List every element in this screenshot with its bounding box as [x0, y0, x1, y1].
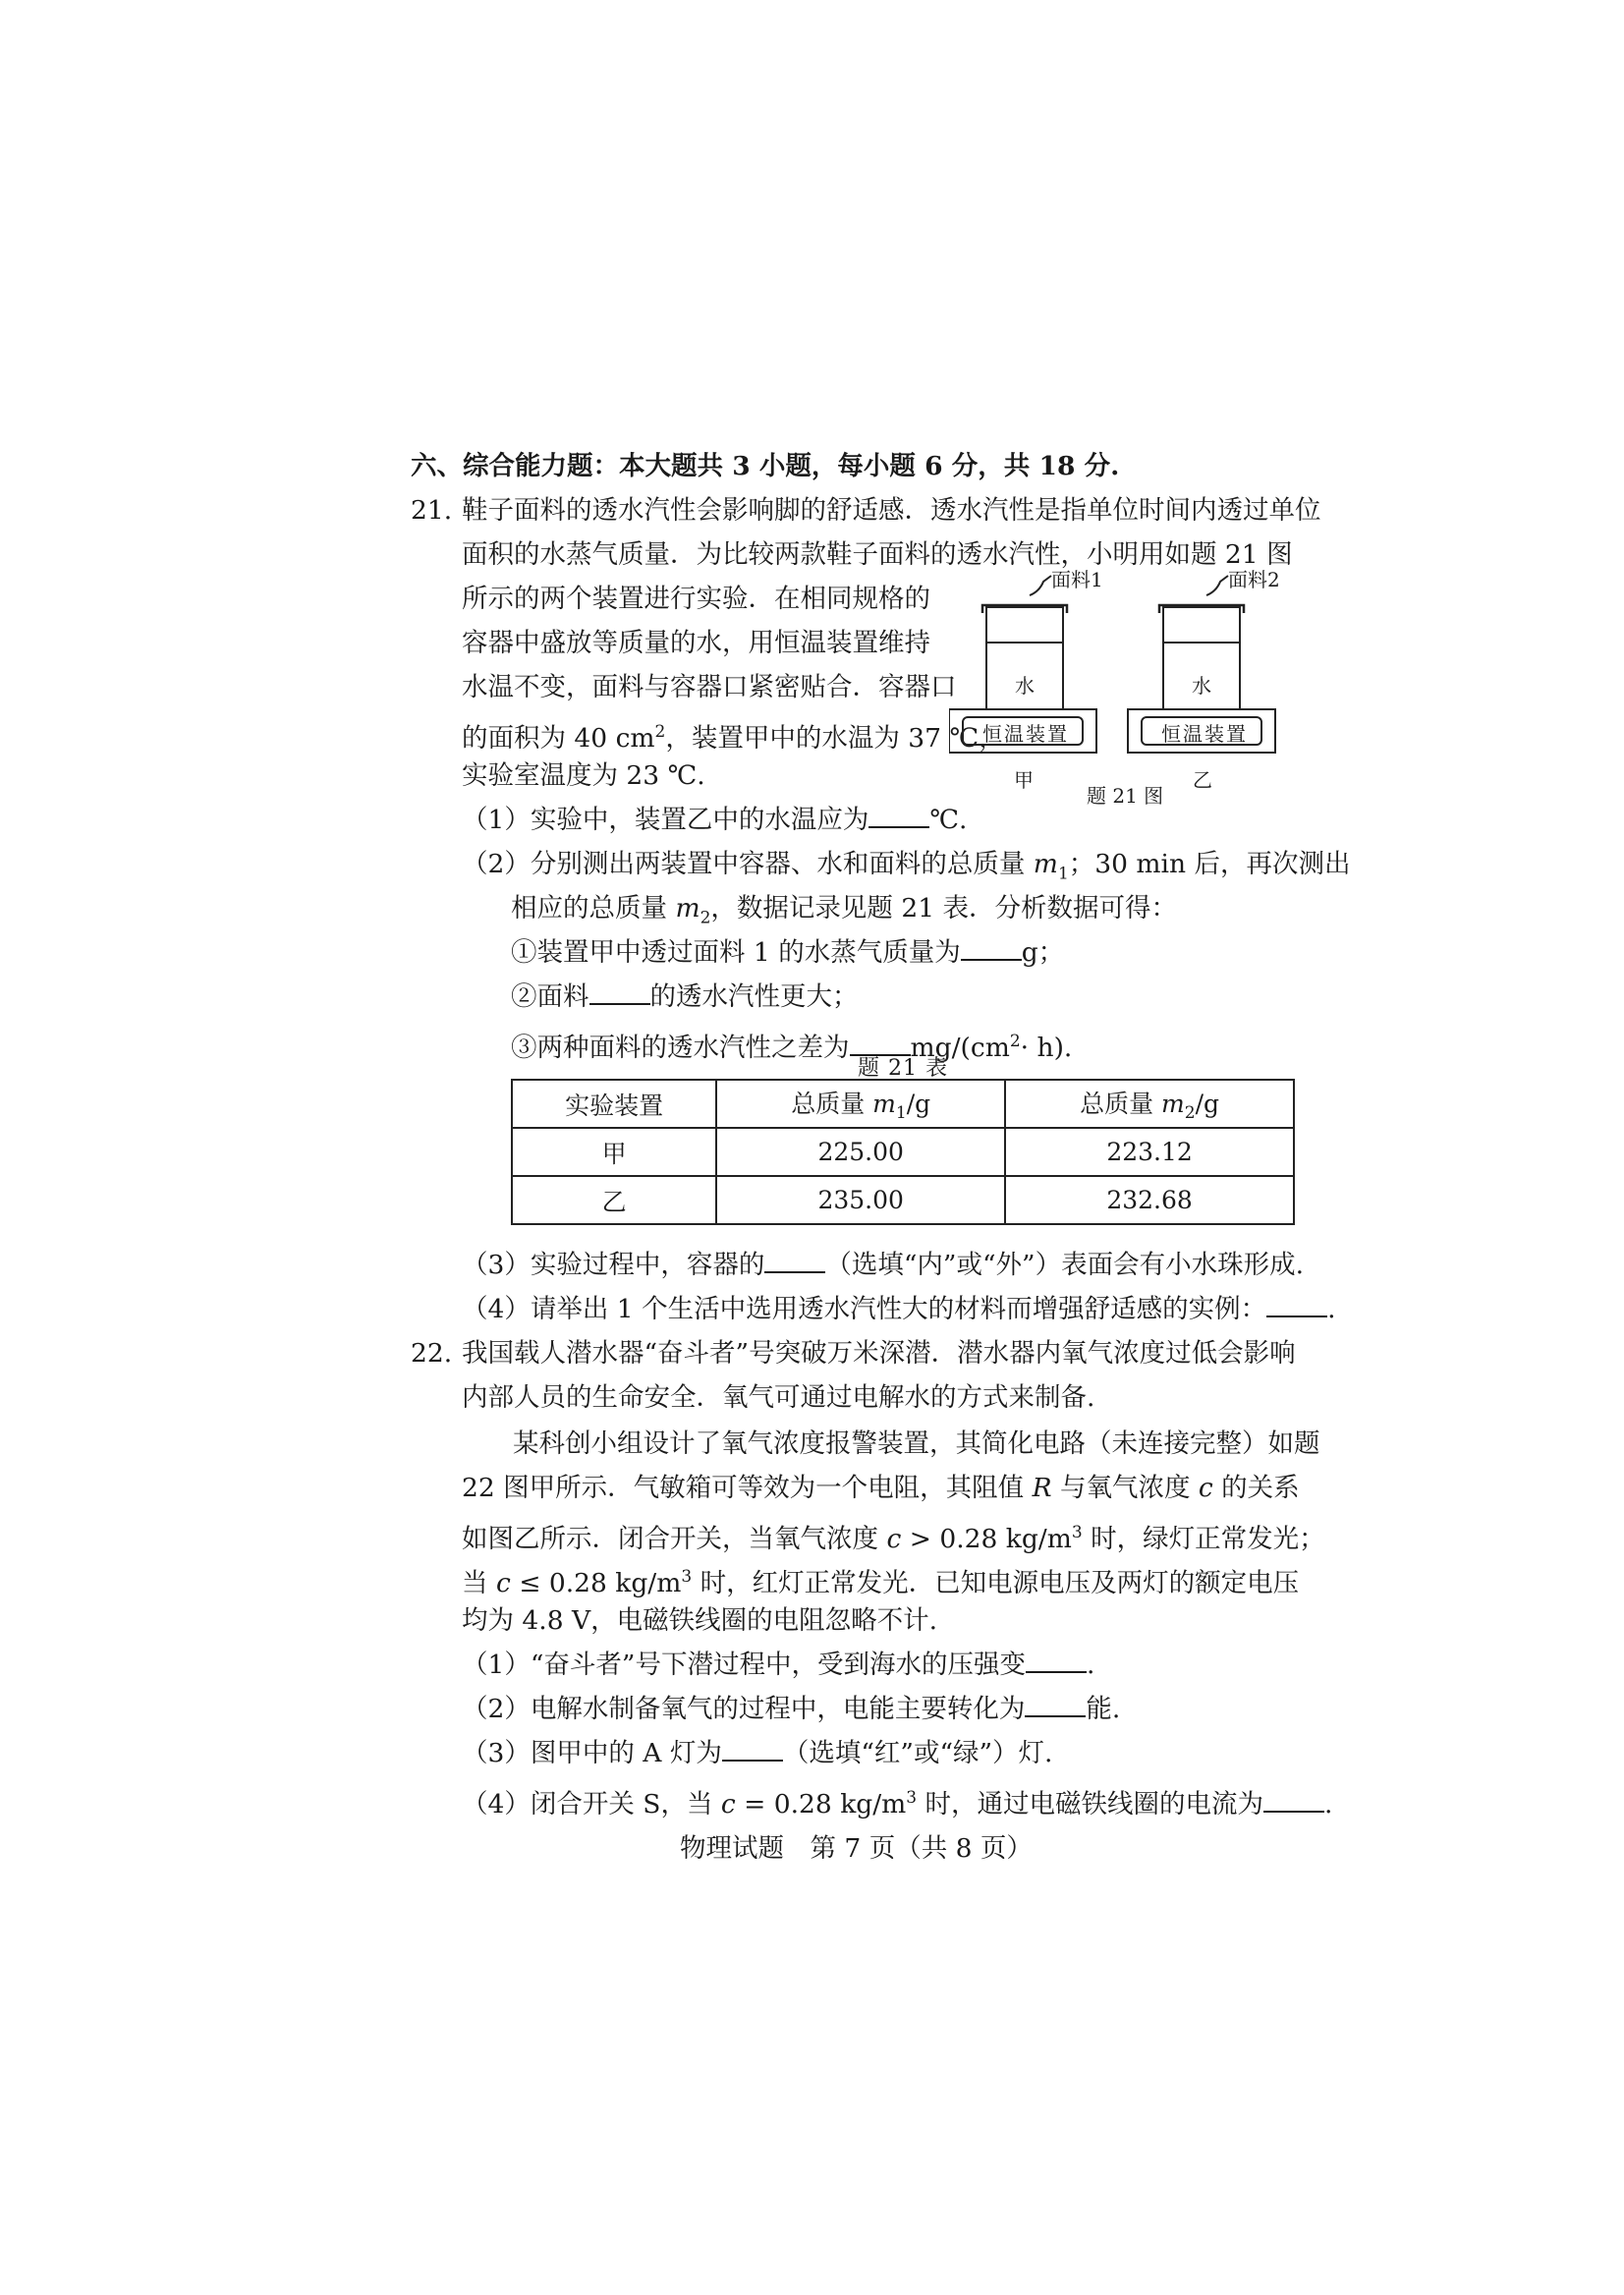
section-heading: 六、综合能力题：本大题共 3 小题，每小题 6 分，共 18 分.: [411, 451, 1120, 481]
table-header-m1: 总质量 $m_1/g$: [716, 1080, 1005, 1128]
answer-blank: [868, 805, 929, 828]
q21-intro-6: 的面积为 40 $cm^2$，装置甲中的水温为 37 ℃，: [462, 722, 1005, 754]
table-cell: 甲: [512, 1128, 716, 1176]
q22-intro-2: 内部人员的生命安全．氧气可通过电解水的方式来制备.: [462, 1382, 1095, 1413]
table-header-device: 实验装置: [512, 1080, 716, 1128]
q21-part-2-line-2: 相应的总质量 $m_2$，数据记录见题 21 表．分析数据可得：: [511, 893, 1177, 928]
table-cell: 225.00: [716, 1128, 1005, 1176]
table-header-m2: 总质量 $m_2/g$: [1005, 1080, 1294, 1128]
q21-part-2-i: ①装置甲中透过面料 1 的水蒸气质量为 g；: [511, 937, 1065, 968]
q22-intro-3: 某科创小组设计了氧气浓度报警装置，其简化电路（未连接完整）如题: [513, 1428, 1320, 1459]
heater-label-2: 恒温装置: [1161, 722, 1248, 746]
q21-part-2-line-1: （2）分别测出两装置中容器、水和面料的总质量 $m_1$；30 min 后，再次测出: [462, 849, 1351, 884]
water-label-2: 水: [1192, 674, 1211, 698]
answer-blank: [722, 1738, 783, 1762]
device-jia-label: 甲: [1014, 768, 1034, 792]
q22-part-2: （2）电解水制备氧气的过程中，电能主要转化为 能.: [462, 1694, 1121, 1724]
q21-part-2-iii: ③两种面料的透水汽性之差为 $mg/(cm^2\cdot h)$.: [511, 1032, 1073, 1063]
q22-part-4: （4）闭合开关 S，当 c = 0.28 $kg/m^3$ 时，通过电磁铁线圈的电流为 .: [462, 1788, 1333, 1819]
answer-blank: [589, 981, 650, 1005]
q21-part-1: （1）实验中，装置乙中的水温应为 ℃.: [462, 805, 968, 835]
q22-intro-7: 均为 4.8 V，电磁铁线圈的电阻忽略不计.: [462, 1605, 938, 1636]
answer-blank: [1263, 1789, 1324, 1813]
answer-blank: [1026, 1650, 1087, 1673]
q21-part-4: （4）请举出 1 个生活中选用透水汽性大的材料而增强舒适感的实例： .: [462, 1294, 1336, 1324]
q22-intro-5: 如图乙所示．闭合开关，当氧气浓度 c > 0.28 $kg/m^3$ 时，绿灯正常发光；: [462, 1523, 1325, 1554]
water-label-1: 水: [1015, 674, 1035, 698]
answer-blank: [1266, 1294, 1327, 1317]
answer-blank: [1025, 1694, 1086, 1717]
table-21: [511, 1079, 1295, 1225]
table-21-title: 题 21 表: [858, 1056, 948, 1081]
q21-number: 21.: [411, 495, 453, 526]
q21-intro-2: 面积的水蒸气质量．为比较两款鞋子面料的透水汽性，小明用如题 21 图: [462, 539, 1293, 570]
figure-21-caption: 题 21 图: [1087, 784, 1164, 808]
fabric-1-label: 面料1: [1051, 568, 1103, 591]
figure-21-drawing: [949, 572, 1303, 806]
table-row: [512, 1176, 1294, 1224]
q21-part-3: （3）实验过程中，容器的 （选填“内”或“外”）表面会有小水珠形成.: [462, 1250, 1304, 1280]
q22-intro-6: 当 c ≤ 0.28 $kg/m^3$ 时，红灯正常发光．已知电源电压及两灯的额定电压: [462, 1567, 1300, 1598]
figure-21: [949, 568, 1303, 808]
table-header-row: [512, 1080, 1294, 1128]
table-cell: 232.68: [1005, 1176, 1294, 1224]
fabric-2-label: 面料2: [1228, 568, 1280, 591]
table-cell: 223.12: [1005, 1128, 1294, 1176]
q21-intro-5: 水温不变，面料与容器口紧密贴合．容器口: [462, 672, 957, 702]
answer-blank: [961, 937, 1022, 961]
q21-intro-3: 所示的两个装置进行实验．在相同规格的: [462, 584, 930, 614]
table-row: [512, 1128, 1294, 1176]
q22-part-1: （1）“奋斗者”号下潜过程中，受到海水的压强变 .: [462, 1650, 1095, 1680]
answer-blank: [764, 1250, 825, 1273]
q21-intro-1: 鞋子面料的透水汽性会影响脚的舒适感．透水汽性是指单位时间内透过单位: [462, 495, 1321, 526]
q21-part-2-ii: ②面料 的透水汽性更大；: [511, 981, 859, 1012]
page-footer: 物理试题 第 7 页（共 8 页）: [680, 1833, 1033, 1864]
q22-intro-1: 我国载人潜水器“奋斗者”号突破万米深潜．潜水器内氧气浓度过低会影响: [462, 1338, 1296, 1369]
heater-label-1: 恒温装置: [982, 722, 1069, 746]
q21-intro-4: 容器中盛放等质量的水，用恒温装置维持: [462, 628, 930, 658]
q22-number: 22.: [411, 1338, 453, 1369]
q22-part-3: （3）图甲中的 A 灯为 （选填“红”或“绿”）灯.: [462, 1738, 1053, 1768]
table-cell: 乙: [512, 1176, 716, 1224]
q21-intro-7: 实验室温度为 23 ℃.: [462, 760, 705, 791]
q22-intro-4: 22 图甲所示．气敏箱可等效为一个电阻，其阻值 R 与氧气浓度 c 的关系: [462, 1473, 1300, 1503]
device-yi-label: 乙: [1193, 768, 1212, 792]
table-cell: 235.00: [716, 1176, 1005, 1224]
